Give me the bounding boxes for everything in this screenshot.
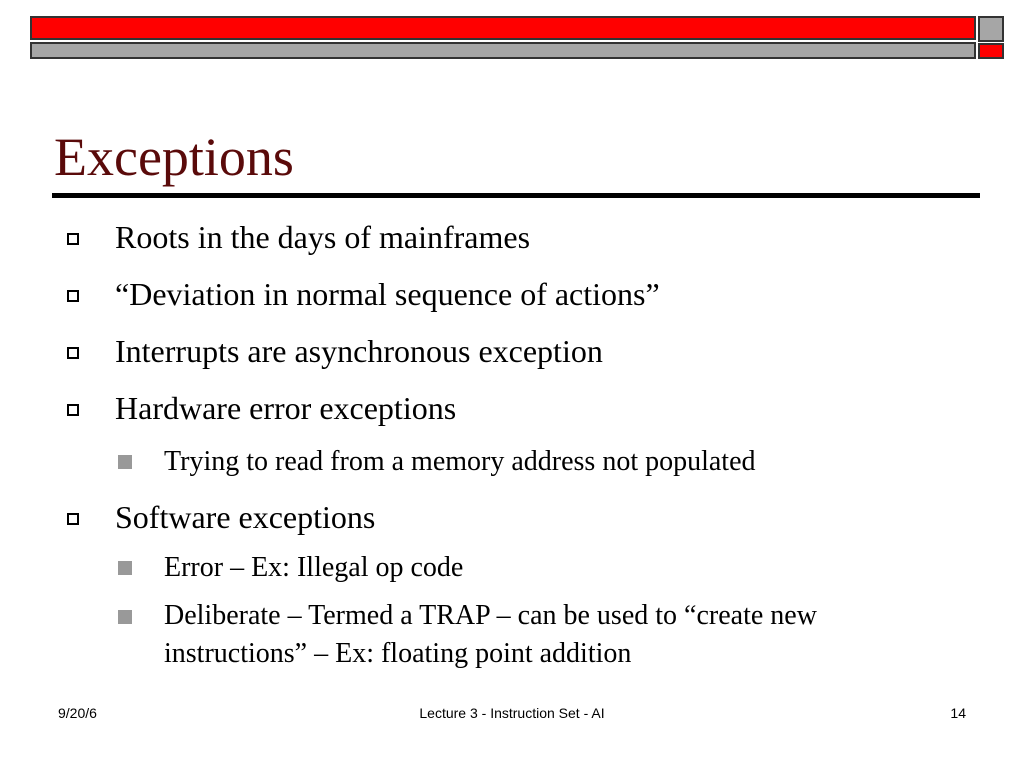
bullet-level1: “Deviation in normal sequence of actions”	[115, 276, 660, 312]
header-gray-square	[978, 16, 1004, 42]
filled-square-bullet-icon	[118, 610, 132, 624]
filled-square-bullet-icon	[118, 455, 132, 469]
header-gray-bar	[30, 42, 976, 59]
bullet-level1: Interrupts are asynchronous exception	[115, 333, 603, 369]
bullet-level1: Roots in the days of mainframes	[115, 219, 531, 255]
slide-number: 14	[950, 705, 966, 721]
filled-square-bullet-icon	[118, 561, 132, 575]
hollow-square-bullet-icon	[67, 513, 79, 525]
header-red-square	[978, 43, 1004, 59]
hollow-square-bullet-icon	[67, 404, 79, 416]
footer-date: 9/20/6	[58, 705, 97, 721]
bullet-level1: Software exceptions	[115, 499, 376, 535]
footer-title: Lecture 3 - Instruction Set - AI	[419, 705, 605, 721]
bullet-level2: Error – Ex: Illegal op code	[164, 552, 464, 583]
header-red-bar	[30, 16, 976, 40]
hollow-square-bullet-icon	[67, 290, 79, 302]
hollow-square-bullet-icon	[67, 347, 79, 359]
bullet-level1: Hardware error exceptions	[115, 390, 457, 426]
hollow-square-bullet-icon	[67, 233, 79, 245]
bullet-level2: Deliberate – Termed a TRAP – can be used to “create new instructions” – Ex: floating point addition	[164, 600, 817, 669]
slide-title: Exceptions	[54, 127, 294, 187]
title-underline	[52, 193, 980, 198]
bullet-level2: Trying to read from a memory address not populated	[164, 446, 756, 477]
